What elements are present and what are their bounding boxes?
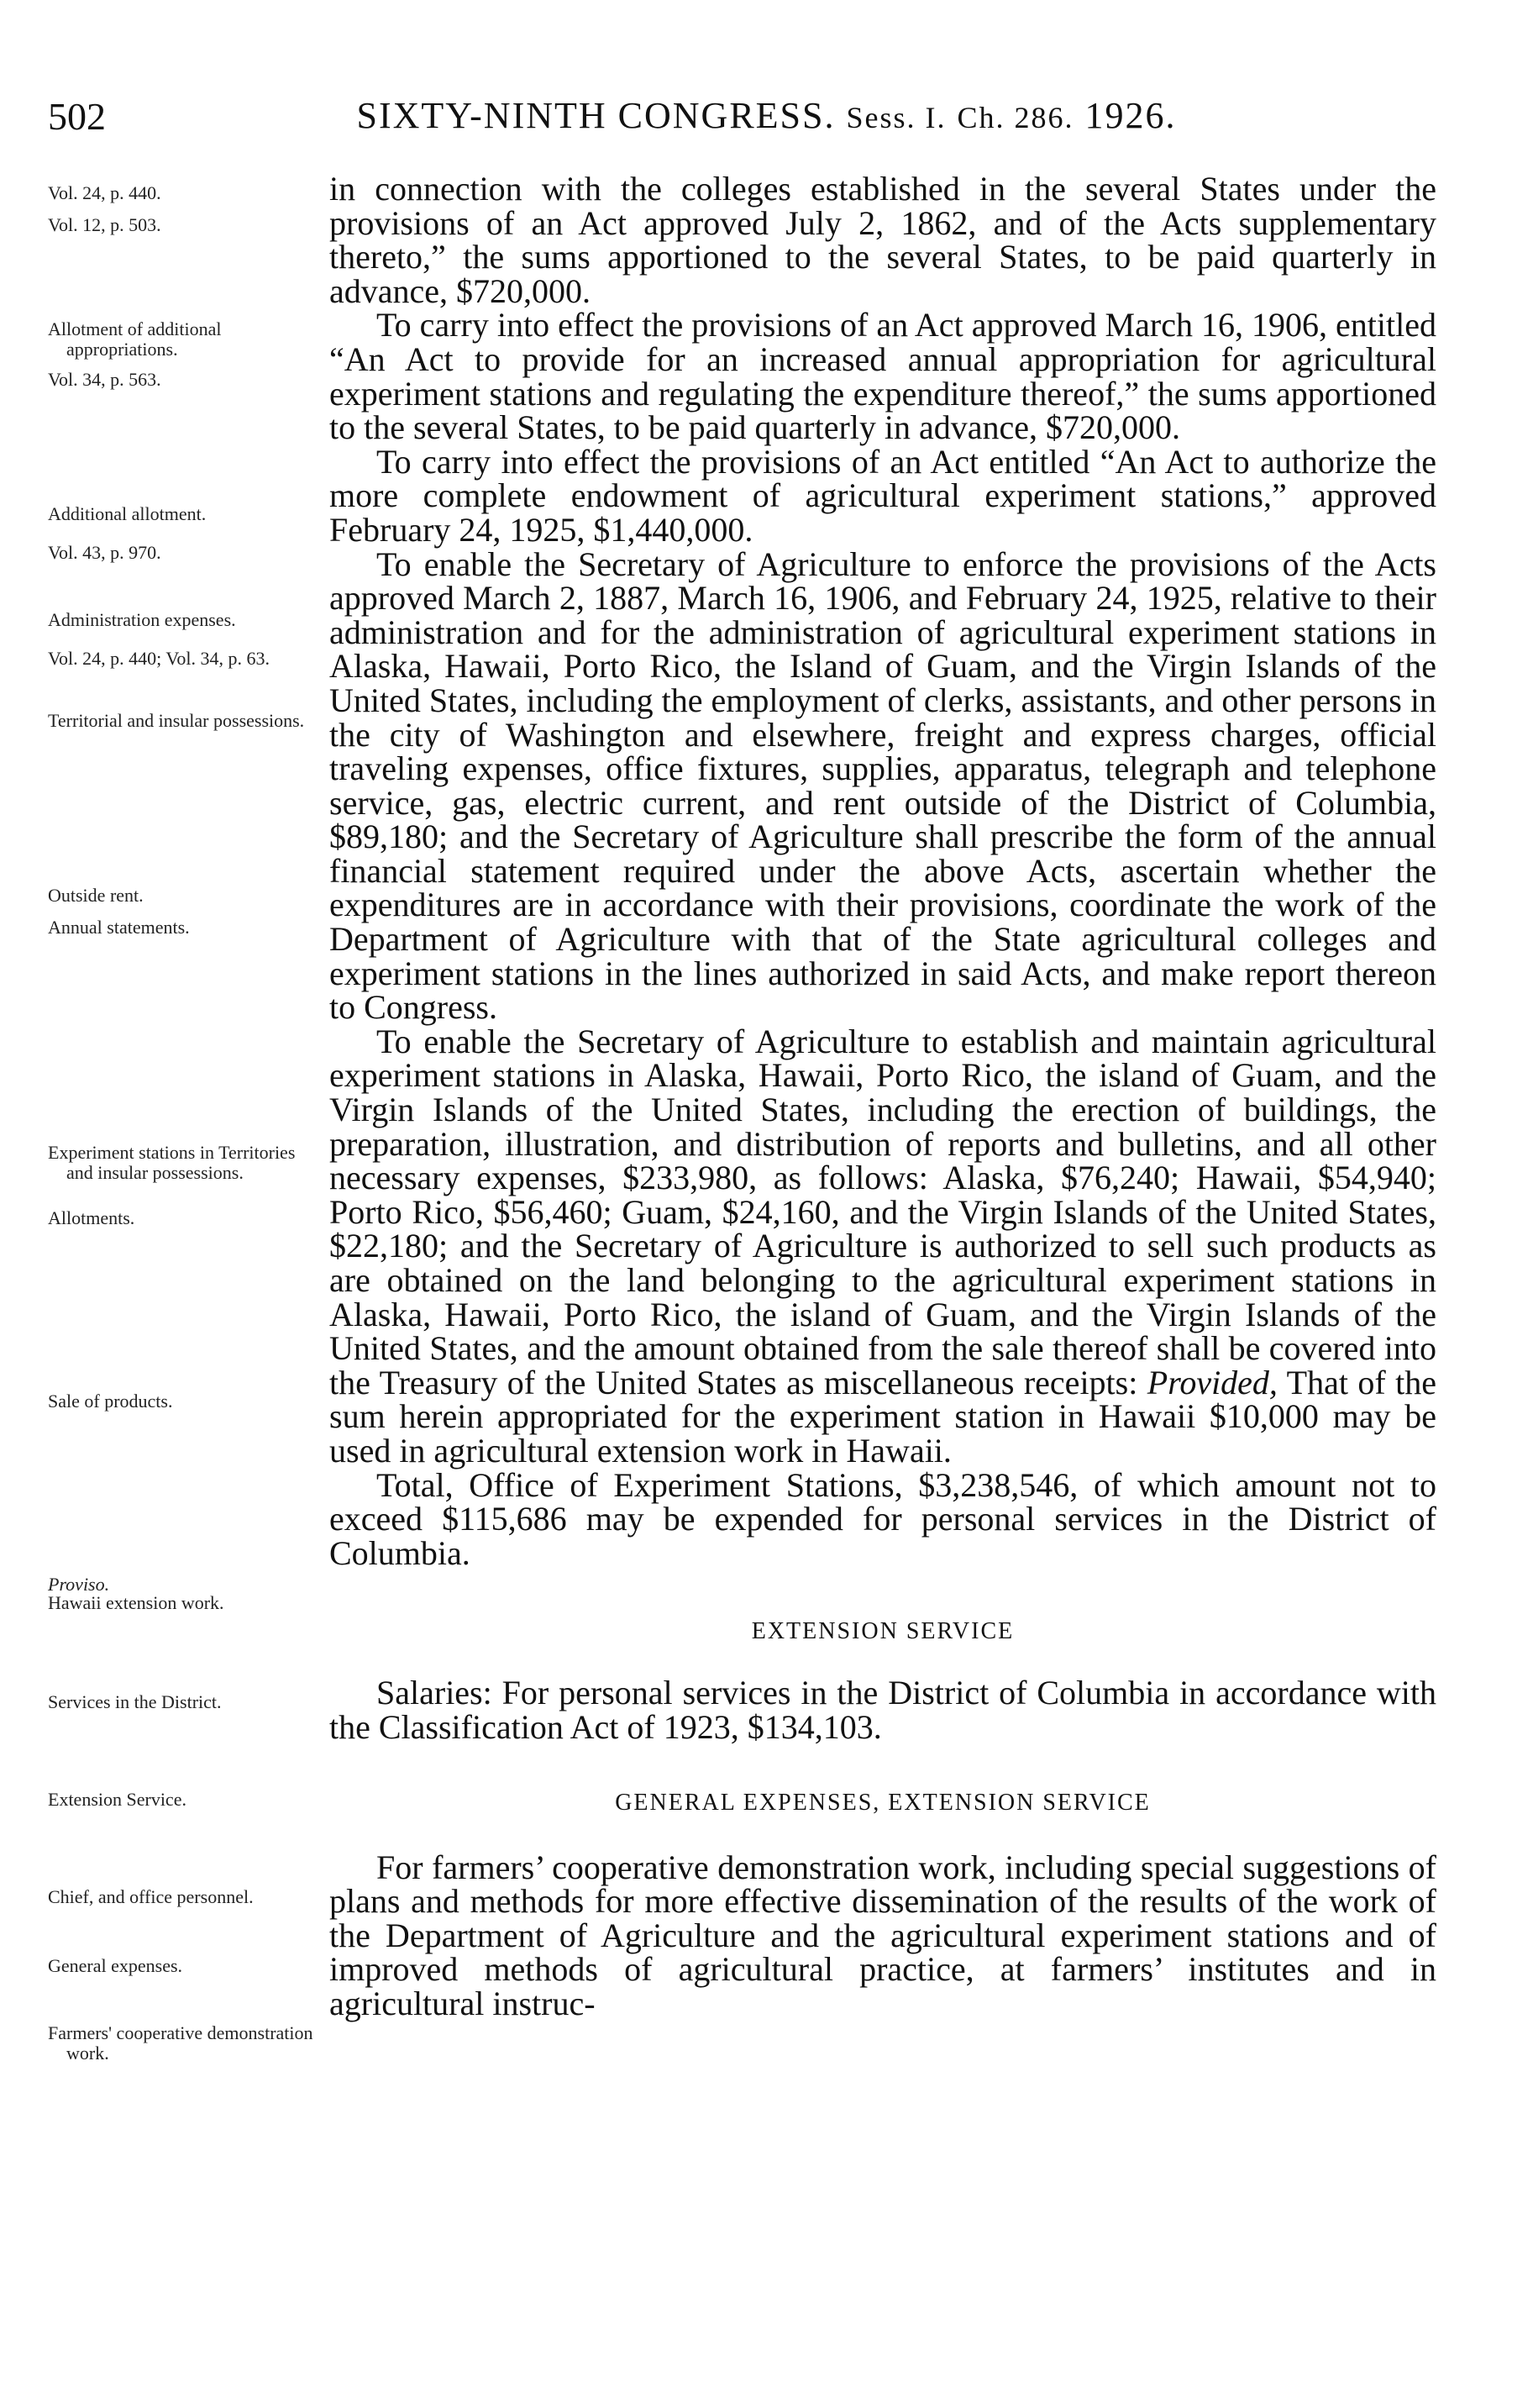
margin-note-proviso: Proviso. [48,1574,110,1595]
margin-note: Sale of products. [48,1391,173,1412]
proviso-word: Provided, [1147,1363,1278,1401]
paragraph: To enable the Secretary of Agriculture to enforce the provisions of the Acts approved March 2, 1887, March 16, 1906, and February 24, 1925, relative to their administration and for the administration of agricultural experiment stations in Alaska, Hawaii, Porto Rico, the Island of Guam, and the Virgin Islands of the United States, including the employment of clerks, assistants, and other persons in the city of Washington and elsewhere, freight and express charges, official traveling expenses, office fixtures, supplies, apparatus, telegraph and telephone service, gas, electric current, and rent outside of the District of Columbia, $89,180; and the Secretary of Agriculture shall prescribe the form of the annual financial statement required under the above Acts, ascertain whether the expenditures are in accordance with their provisions, coordinate the work of the Department of Agriculture with that of the State agricultural colleges and experiment stations in the lines authorized in said Acts, and make report thereon to Congress. [329,544,1436,1027]
paragraph: Total, Office of Experiment Stations, $3,238,546, of which amount not to exceed $115,686 may be expended for personal services in the District of Columbia. [329,1465,1436,1572]
paragraph [329,1022,1437,1470]
margin-note: Vol. 43, p. 970. [48,542,161,563]
paragraph: For farmers’ cooperative demonstration work, including special suggestions of plans and methods for more effective dissemination of the results of the work of the Department of Agriculture and the agricultural experiment stations and of improved methods of agricultural practice, at farmers’ institutes and in agricultural instruc- [329,1848,1436,2022]
margin-note: General expenses. [48,1955,183,1976]
page-number: 502 [48,95,106,138]
margin-note: Services in the District. [48,1691,222,1712]
paragraph: To carry into effect the provisions of an Act approved March 16, 1906, entitled “An Act to provide for an increased annual appropriation for agricultural experiment stations and regulating the expenditure thereof,” the sums apportioned to the several States, to be paid quarterly in advance, $720,000. [329,306,1436,447]
main-text [329,172,1436,2022]
paragraph: in connection with the colleges established in the several States under the provisions of an Act approved July 2, 1862, and of the Acts supplementary thereto,” the sums apportioned to the several States, to be paid quarterly in advance, $720,000. [329,170,1436,310]
margin-note: Outside rent. [48,885,144,906]
paragraph: Salaries: For personal services in the District of Columbia in accordance with the Classification Act of 1923, $134,103. [329,1674,1436,1746]
margin-note: Annual statements. [48,917,190,938]
margin-note: Territorial and insular possessions. [48,710,305,731]
section-heading-general-expenses: GENERAL EXPENSES, EXTENSION SERVICE [615,1789,1151,1816]
margin-note: Hawaii extension work. [48,1592,224,1613]
session-label: Sess. I. [846,101,947,134]
margin-note: Vol. 24, p. 440. [48,182,161,203]
margin-note: Farmers' cooperative demonstration work. [48,2022,313,2064]
year-label: 1926. [1084,95,1177,136]
paragraph: To carry into effect the provisions of an Act entitled “An Act to authorize the more complete endowment of agricultural experiment stations,” approved February 24, 1925, $1,440,000. [329,442,1436,549]
margin-note: Administration expenses. [48,609,236,630]
section-heading-extension-service: EXTENSION SERVICE [751,1618,1015,1645]
congress-title: SIXTY-NINTH CONGRESS. [356,95,836,136]
chapter-label: Ch. 286. [957,101,1074,134]
margin-note: Allotment of additional appropriations. [48,318,222,360]
running-title [0,94,1533,137]
margin-note: Allotments. [48,1207,135,1228]
margin-note: Vol. 34, p. 563. [48,369,161,390]
running-header [0,94,1533,145]
paragraph-text: That of the sum herein appropriated for the experiment station in Hawaii $10,000 may be used in agricultural extension work in Hawaii. [329,1363,1437,1470]
margin-note: Chief, and office personnel. [48,1886,254,1907]
margin-note: Vol. 12, p. 503. [48,214,161,235]
margin-note: Vol. 24, p. 440; Vol. 34, p. 63. [48,648,270,669]
paragraph-text: To enable the Secretary of Agriculture to establish and maintain agricultural experiment stations in Alaska, Hawaii, Porto Rico, the island of Guam, and the Virgin Islands of the United States, including the erection of buildings, the preparation, illustration, and distribution of reports and bulletins, and all other necessary expenses, $233,980, as follows: Alaska, $76,240; Hawaii, $54,940; Porto Rico, $56,460; Guam, $24,160, and the Virgin Islands of the United States, $22,180; and the Secretary of Agriculture is authorized to sell such products as are obtained on the land belonging to the agricultural experiment stations in Alaska, Hawaii, Porto Rico, the island of Guam, and the Virgin Islands of the United States, and the amount obtained from the sale thereof shall be covered into the Treasury of the United States as miscellaneous receipts: [329,1022,1436,1401]
margin-note: Additional allotment. [48,503,207,524]
margin-note: Extension Service. [48,1789,186,1810]
margin-note: Experiment stations in Territories and insular possessions. [48,1142,296,1183]
